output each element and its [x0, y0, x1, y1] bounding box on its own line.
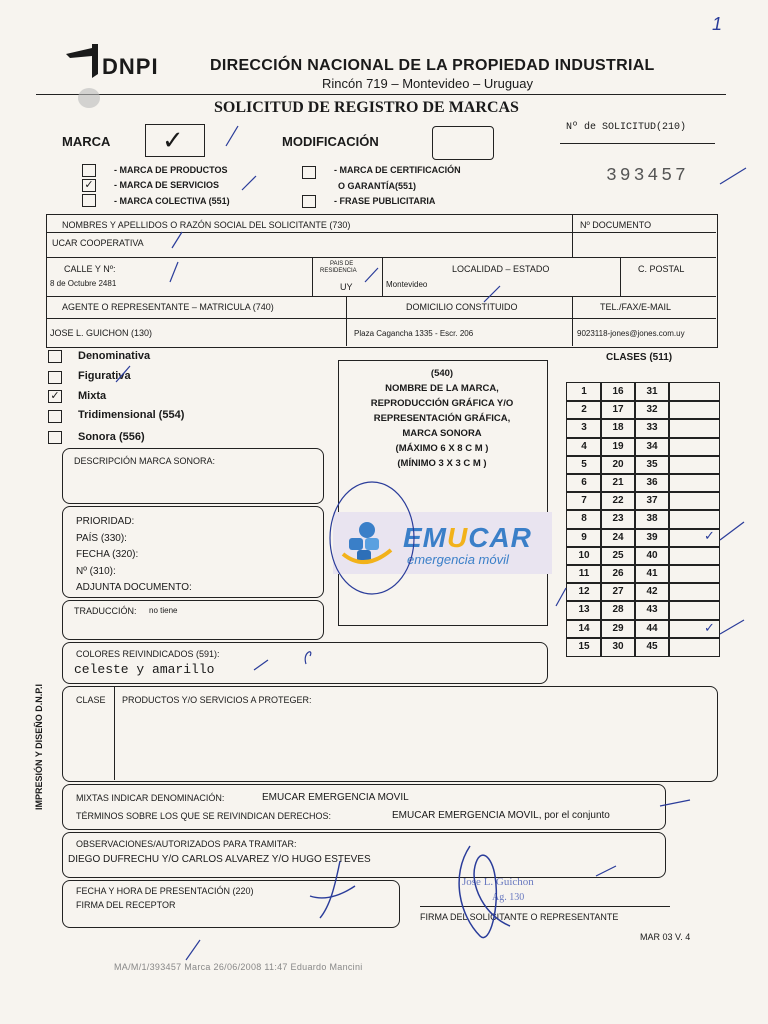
terminos-value: EMUCAR EMERGENCIA MOVIL, por el conjunto	[392, 810, 610, 821]
traduccion-value: no tiene	[149, 606, 178, 615]
clase-cell-42[interactable]: 42	[634, 582, 670, 602]
figurativa-label: Figurativa	[78, 370, 131, 382]
logo-sub: emergencia móvil	[407, 552, 509, 567]
clase-mark-cell[interactable]	[668, 437, 720, 457]
version-label: MAR 03 V. 4	[640, 932, 691, 942]
nombre-label: NOMBRES Y APELLIDOS O RAZÓN SOCIAL DEL SOLICITANTE (730)	[62, 220, 351, 230]
logo-car: CAR	[468, 522, 532, 553]
clase-cell-23[interactable]: 23	[600, 509, 636, 529]
clase-cell-39[interactable]: 39	[634, 528, 670, 548]
logo-em: EM	[403, 522, 447, 553]
calle-label: CALLE Y Nº:	[64, 264, 116, 274]
colores-label: COLORES REIVINDICADOS (591):	[76, 649, 220, 659]
clase-cell-44[interactable]: 44	[634, 619, 670, 639]
logo-u: U	[447, 522, 469, 553]
header-title: DIRECCIÓN NACIONAL DE LA PROPIEDAD INDUSTRIAL	[210, 57, 655, 74]
denominativa-label: Denominativa	[78, 350, 151, 362]
clase-cell-41[interactable]: 41	[634, 564, 670, 584]
clase-cell-21[interactable]: 21	[600, 473, 636, 493]
clase-mark-cell[interactable]	[668, 509, 720, 529]
clase-cell-34[interactable]: 34	[634, 437, 670, 457]
logo-text: DNPI	[102, 54, 159, 79]
receptor-signature-mark	[300, 856, 360, 926]
prioridad-numero-label: Nº (310):	[76, 565, 116, 577]
clase-mark-cell[interactable]	[668, 637, 720, 657]
prioridad-adjunta-label: ADJUNTA DOCUMENTO:	[76, 582, 192, 593]
clase-cell-32[interactable]: 32	[634, 400, 670, 420]
tipo-frase-checkbox[interactable]	[302, 195, 316, 208]
clases-label: CLASES (511)	[606, 352, 673, 363]
firma-stamp-name: Jose L. Guichon	[462, 876, 534, 888]
solicitud-label: Nº de SOLICITUD(210)	[566, 122, 687, 133]
tipo-colectiva-label: - MARCA COLECTIVA (551)	[114, 196, 230, 206]
tipo-garantia-label: O GARANTÍA(551)	[338, 181, 417, 191]
nombre-value: UCAR COOPERATIVA	[52, 238, 144, 248]
clase-cell-11[interactable]: 11	[566, 564, 602, 584]
clase-cell-8[interactable]: 8	[566, 509, 602, 529]
clase-mark-cell[interactable]	[668, 564, 720, 584]
tel-label: TEL./FAX/E-MAIL	[600, 302, 672, 312]
marca-label: MARCA	[62, 134, 111, 149]
tipo-servicios-label: - MARCA DE SERVICIOS	[114, 180, 220, 190]
domicilio-value: Plaza Cagancha 1335 - Escr. 206	[354, 329, 474, 338]
agente-value: JOSE L. GUICHON (130)	[50, 328, 153, 338]
mixtas-value: EMUCAR EMERGENCIA MOVIL	[262, 792, 409, 803]
mixta-checkbox[interactable]: ✓	[48, 390, 62, 403]
prioridad-pais-label: PAÍS (330):	[76, 532, 127, 544]
tridimensional-checkbox[interactable]	[48, 410, 62, 423]
localidad-value: Montevideo	[386, 280, 428, 289]
tipo-colectiva-checkbox[interactable]	[82, 194, 96, 207]
tridimensional-label: Tridimensional (554)	[78, 409, 185, 421]
check-44: ✓	[704, 620, 715, 635]
tipo-productos-checkbox[interactable]	[82, 164, 96, 177]
mixta-label: Mixta	[78, 390, 107, 402]
marca-box-line4: MARCA SONORA	[402, 428, 482, 439]
observaciones-value: DIEGO DUFRECHU Y/O CARLOS ALVAREZ Y/O HUGO ESTEVES	[68, 854, 371, 865]
pais-value: UY	[340, 282, 353, 292]
pais-label-1: PAIS DE	[330, 261, 354, 267]
clase-cell-22[interactable]: 22	[600, 491, 636, 511]
marca-box-code: (540)	[430, 368, 454, 379]
clase-cell-26[interactable]: 26	[600, 564, 636, 584]
agente-label: AGENTE O REPRESENTANTE – MATRICULA (740)	[62, 302, 274, 312]
terminos-label: TÉRMINOS SOBRE LOS QUE SE REIVINDICAN DERECHOS:	[76, 811, 332, 821]
clase-cell-16[interactable]: 16	[600, 382, 636, 402]
denominativa-checkbox[interactable]	[48, 350, 62, 363]
clase-cell-36[interactable]: 36	[634, 473, 670, 493]
marca-box-line1: NOMBRE DE LA MARCA,	[385, 383, 499, 394]
marca-box-line3: REPRESENTACIÓN GRÁFICA,	[373, 413, 511, 424]
clase-cell-6[interactable]: 6	[566, 473, 602, 493]
clase-cell-5[interactable]: 5	[566, 455, 602, 475]
clase-cell-2[interactable]: 2	[566, 400, 602, 420]
clase-cell-12[interactable]: 12	[566, 582, 602, 602]
clase-cell-40[interactable]: 40	[634, 546, 670, 566]
clase-cell-4[interactable]: 4	[566, 437, 602, 457]
clase-cell-9[interactable]: 9	[566, 528, 602, 548]
clase-cell-13[interactable]: 13	[566, 600, 602, 620]
clase-label: CLASE	[76, 695, 106, 705]
signature-mark	[440, 826, 530, 956]
fecha-label-2: FIRMA DEL RECEPTOR	[76, 900, 176, 910]
mixtas-box	[62, 784, 666, 830]
clase-cell-37[interactable]: 37	[634, 491, 670, 511]
sonora-label: Sonora (556)	[78, 431, 145, 443]
pais-label-2: RESIDENCIA	[320, 268, 357, 274]
sonora-desc-label: DESCRIPCIÓN MARCA SONORA:	[74, 456, 216, 466]
productos-label: PRODUCTOS Y/O SERVICIOS A PROTEGER:	[122, 695, 312, 705]
sonora-checkbox[interactable]	[48, 431, 62, 444]
tipo-certificacion-checkbox[interactable]	[302, 166, 316, 179]
firma-stamp-num: Ag. 130	[492, 892, 525, 903]
clase-cell-24[interactable]: 24	[600, 528, 636, 548]
clase-cell-35[interactable]: 35	[634, 455, 670, 475]
clase-cell-10[interactable]: 10	[566, 546, 602, 566]
tipo-frase-label: - FRASE PUBLICITARIA	[334, 196, 436, 206]
clase-cell-31[interactable]: 31	[634, 382, 670, 402]
form-title: SOLICITUD DE REGISTRO DE MARCAS	[214, 99, 519, 116]
pen-circle-mark	[322, 478, 422, 598]
marca-box-line2: REPRODUCCIÓN GRÁFICA Y/O	[370, 398, 514, 409]
clase-mark-cell[interactable]	[668, 546, 720, 566]
clase-cell-25[interactable]: 25	[600, 546, 636, 566]
marca-box-line5: (MÁXIMO 6 X 8 C M )	[395, 443, 489, 454]
prioridad-label: PRIORIDAD:	[76, 516, 135, 527]
logo-mark-icon	[66, 44, 106, 80]
tipo-certificacion-label: - MARCA DE CERTIFICACIÓN	[334, 165, 461, 175]
modificacion-checkbox[interactable]	[432, 126, 494, 160]
fecha-label-1: FECHA Y HORA DE PRESENTACIÓN (220)	[76, 886, 254, 896]
documento-label: Nº DOCUMENTO	[580, 220, 652, 230]
clase-mark-cell[interactable]	[668, 382, 720, 402]
calle-value: 8 de Octubre 2481	[50, 279, 117, 288]
side-text: IMPRESIÓN Y DISEÑO D.N.P.I	[34, 683, 44, 810]
clase-cell-33[interactable]: 33	[634, 418, 670, 438]
stamp-blot	[78, 88, 100, 108]
observaciones-label: OBSERVACIONES/AUTORIZADOS PARA TRAMITAR:	[76, 839, 297, 849]
dnpi-logo	[66, 44, 178, 80]
clase-mark-cell[interactable]	[668, 418, 720, 438]
clase-cell-1[interactable]: 1	[566, 382, 602, 402]
check-39: ✓	[704, 528, 715, 543]
clase-cell-38[interactable]: 38	[634, 509, 670, 529]
page-number: 1	[712, 14, 723, 34]
clase-cell-28[interactable]: 28	[600, 600, 636, 620]
prioridad-fields	[76, 514, 192, 597]
marca-box-text	[338, 366, 546, 471]
clase-cell-29[interactable]: 29	[600, 619, 636, 639]
clase-mark-cell[interactable]	[668, 491, 720, 511]
header-address: Rincón 719 – Montevideo – Uruguay	[322, 76, 534, 91]
localidad-label: LOCALIDAD – ESTADO	[452, 264, 550, 274]
clase-cell-43[interactable]: 43	[634, 600, 670, 620]
clase-cell-30[interactable]: 30	[600, 637, 636, 657]
clase-cell-17[interactable]: 17	[600, 400, 636, 420]
footer-stamp: MA/M/1/393457 Marca 26/06/2008 11:47 Eduardo Mancini	[114, 962, 363, 972]
clase-cell-14[interactable]: 14	[566, 619, 602, 639]
traduccion-label: TRADUCCIÓN:	[74, 606, 137, 616]
clase-cell-27[interactable]: 27	[600, 582, 636, 602]
clase-cell-7[interactable]: 7	[566, 491, 602, 511]
clase-mark-cell[interactable]	[668, 582, 720, 602]
clase-cell-45[interactable]: 45	[634, 637, 670, 657]
firma-label: FIRMA DEL SOLICITANTE O REPRESENTANTE	[420, 912, 619, 922]
prioridad-fecha-label: FECHA (320):	[76, 549, 139, 560]
clase-cell-18[interactable]: 18	[600, 418, 636, 438]
tipo-servicios-checkbox[interactable]: ✓	[82, 179, 96, 192]
tel-value: 9023118-jones@jones.com.uy	[577, 329, 685, 338]
clase-mark-cell[interactable]	[668, 600, 720, 620]
clase-mark-cell[interactable]	[668, 473, 720, 493]
clase-cell-19[interactable]: 19	[600, 437, 636, 457]
mixtas-label: MIXTAS INDICAR DENOMINACIÓN:	[76, 793, 225, 803]
clase-cell-20[interactable]: 20	[600, 455, 636, 475]
postal-label: C. POSTAL	[638, 264, 685, 274]
marca-checkbox[interactable]: ✓	[145, 124, 205, 157]
solicitud-number: 393457	[606, 166, 689, 186]
clase-cell-15[interactable]: 15	[566, 637, 602, 657]
clase-mark-cell[interactable]	[668, 455, 720, 475]
domicilio-label: DOMICILIO CONSTITUIDO	[406, 302, 518, 312]
clase-cell-3[interactable]: 3	[566, 418, 602, 438]
clase-mark-cell[interactable]	[668, 400, 720, 420]
colores-value: celeste y amarillo	[74, 662, 215, 677]
modificacion-label: MODIFICACIÓN	[282, 134, 379, 149]
marca-box-line6: (MÍNIMO 3 X 3 C M )	[397, 458, 487, 469]
tipo-productos-label: - MARCA DE PRODUCTOS	[114, 165, 228, 175]
figurativa-checkbox[interactable]	[48, 371, 62, 384]
